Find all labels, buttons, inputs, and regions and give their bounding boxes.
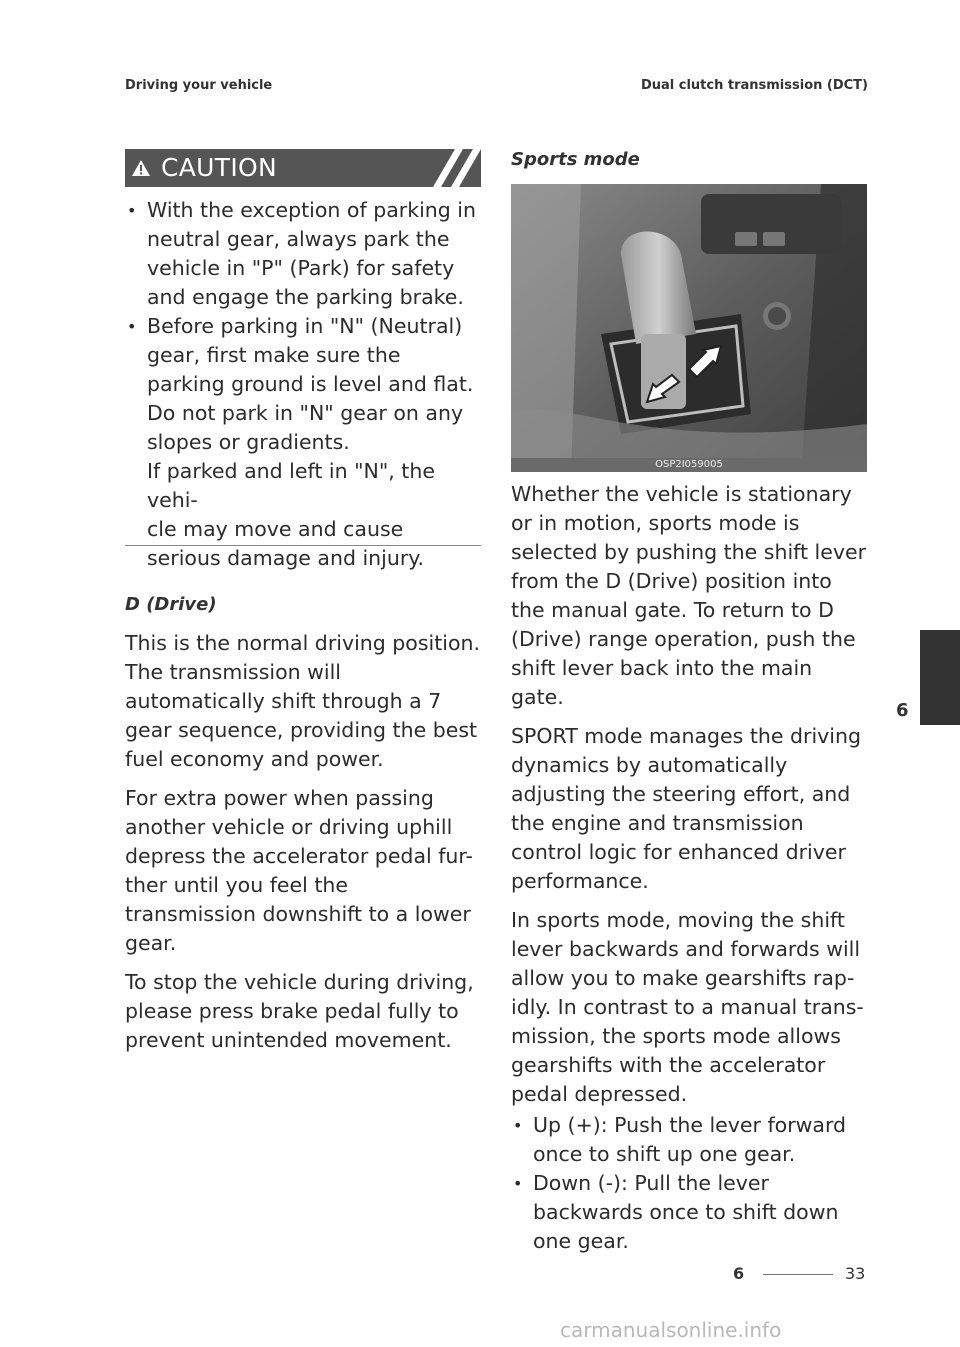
caution-item: • With the exception of parking in neutral gear, always park the vehicle in "P" (Park) for safety and engage the parking brake.: [125, 196, 481, 312]
drive-heading: D (Drive): [125, 594, 217, 615]
caution-item: • Before parking in "N" (Neutral) gear, first make sure the parking ground is level and flat. Do not park in "N" gear on any slopes or gradients. If parked and left in "N", the vehi- cle may move and cause serious damage and injury.: [125, 312, 481, 573]
drive-paragraph: For extra power when passing another vehicle or driving uphill depress the accelerator pedal fur-ther until you feel the transmission downshift to a lower gear.: [125, 786, 473, 955]
chapter-side-number: 6: [896, 700, 909, 721]
chapter-side-tab: [920, 630, 960, 725]
watermark: carmanualsonline.info: [560, 1318, 782, 1342]
footer-page-number: 33: [845, 1264, 866, 1283]
footer-chapter: 6: [733, 1264, 745, 1283]
sports-bullet: • Up (+): Push the lever forward once to shift up one gear.: [511, 1111, 867, 1169]
footer-divider: [763, 1274, 833, 1275]
warning-icon: [131, 159, 151, 177]
sports-bullet: • Down (-): Pull the lever backwards once to shift down one gear.: [511, 1169, 867, 1256]
caution-stripes: [411, 149, 481, 187]
sports-paragraph: In sports mode, moving the shift lever backwards and forwards will allow you to make gearshifts rap-idly. In contrast to a manual trans-mission, the sports mode allows gearshifts with the accelerator pedal depressed.: [511, 908, 864, 1106]
drive-paragraph: This is the normal driving position. The transmission will automatically shift through a 7 gear sequence, providing the best fuel economy and power.: [125, 631, 481, 771]
sports-heading: Sports mode: [511, 149, 640, 170]
caution-list: [125, 196, 481, 573]
caution-title: CAUTION: [161, 153, 277, 182]
caution-banner: [125, 149, 481, 187]
sports-paragraph: Whether the vehicle is stationary or in motion, sports mode is selected by pushing the shift lever from the D (Drive) position into the manual gate. To return to D (Drive) range operation, push the shift lever back into the main gate.: [511, 482, 867, 709]
drive-paragraph: To stop the vehicle during driving, please press brake pedal fully to prevent unintended movement.: [125, 970, 474, 1052]
running-header-section: Driving your vehicle: [125, 78, 273, 93]
drive-section: [125, 594, 481, 1065]
sports-paragraph: SPORT mode manages the driving dynamics by automatically adjusting the steering effort, and the engine and transmission control logic for enhanced driver performance.: [511, 724, 861, 893]
sports-bullets: [511, 1111, 867, 1256]
running-header-topic: Dual clutch transmission (DCT): [640, 78, 868, 93]
shift-lever-photo: [511, 184, 867, 472]
image-caption: OSP2I059005: [655, 459, 723, 470]
section-divider: [125, 545, 481, 546]
sports-section: [511, 480, 867, 1256]
